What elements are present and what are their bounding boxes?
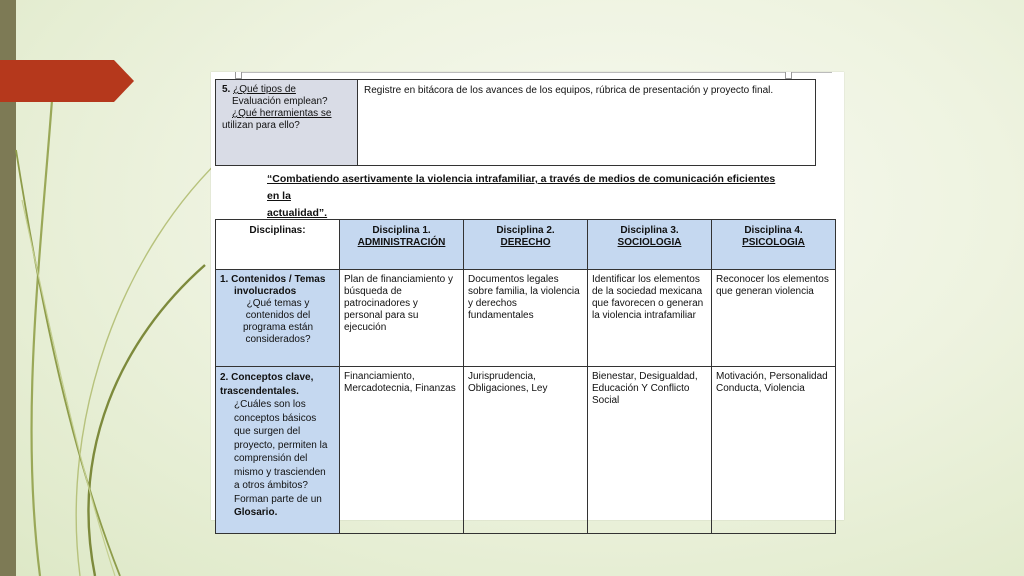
page-top-rule (237, 72, 832, 73)
evaluation-answer-cell (358, 80, 816, 166)
question-number: 5. (222, 84, 231, 95)
table-cell: Documentos legales sobre familia, la violencia y derechos fundamentales (464, 270, 588, 367)
disciplines-table (215, 219, 836, 534)
row-header-contents: 1. Contenidos / Temas involucrados ¿Qué temas y contenidos del programa están considerados? (216, 270, 340, 367)
table-header-row (216, 220, 836, 270)
page-corner-mark-right (785, 72, 792, 79)
table-cell: Jurisprudencia, Obligaciones, Ley (464, 367, 588, 534)
table-cell: Bienestar, Desigualdad, Educación Y Conflicto Social (588, 367, 712, 534)
slide-tab-arrow (0, 60, 134, 102)
table-cell: Identificar los elementos de la sociedad mexicana que favorecen o generan la violencia intrafamiliar (588, 270, 712, 367)
discipline-header-1: Disciplina 1. ADMINISTRACIÓN (340, 220, 464, 270)
disciplines-label: Disciplinas: (216, 220, 340, 270)
table-cell: Plan de financiamiento y búsqueda de patrocinadores y personal para su ejecución (340, 270, 464, 367)
discipline-header-4: Disciplina 4. PSICOLOGIA (712, 220, 836, 270)
question-line: ¿Qué herramientas se (232, 108, 332, 119)
discipline-header-2: Disciplina 2. DERECHO (464, 220, 588, 270)
project-title-line-2: actualidad”. (267, 207, 328, 219)
page-corner-mark-left (235, 72, 242, 79)
project-title (267, 171, 787, 222)
evaluation-question-cell (216, 80, 358, 166)
evaluation-answer: Registre en bitácora de los avances de los equipos, rúbrica de presentación y proyecto final. (364, 85, 774, 96)
project-title-line-1: “Combatiendo asertivamente la violencia intrafamiliar, a través de medios de comunicación eficientes en la (267, 173, 776, 202)
table-cell: Motivación, Personalidad Conducta, Violencia (712, 367, 836, 534)
table-row-contents (216, 270, 836, 367)
table-row-concepts (216, 367, 836, 534)
question-line: Evaluación emplean? (232, 96, 328, 107)
question-line: utilizan para ello? (222, 120, 300, 131)
row-header-concepts: 2. Conceptos clave, trascendentales. ¿Cuáles son los conceptos básicos que surgen del proyecto, permiten la comprensión del mismo y trascienden a otros ámbitos? Forman parte de un Glosario. (216, 367, 340, 534)
question-line: ¿Qué tipos de (233, 84, 296, 95)
evaluation-table (215, 79, 816, 166)
discipline-header-3: Disciplina 3. SOCIOLOGIA (588, 220, 712, 270)
table-cell: Financiamiento, Mercadotecnia, Finanzas (340, 367, 464, 534)
table-cell: Reconocer los elementos que generan violencia (712, 270, 836, 367)
document-page (211, 72, 844, 520)
